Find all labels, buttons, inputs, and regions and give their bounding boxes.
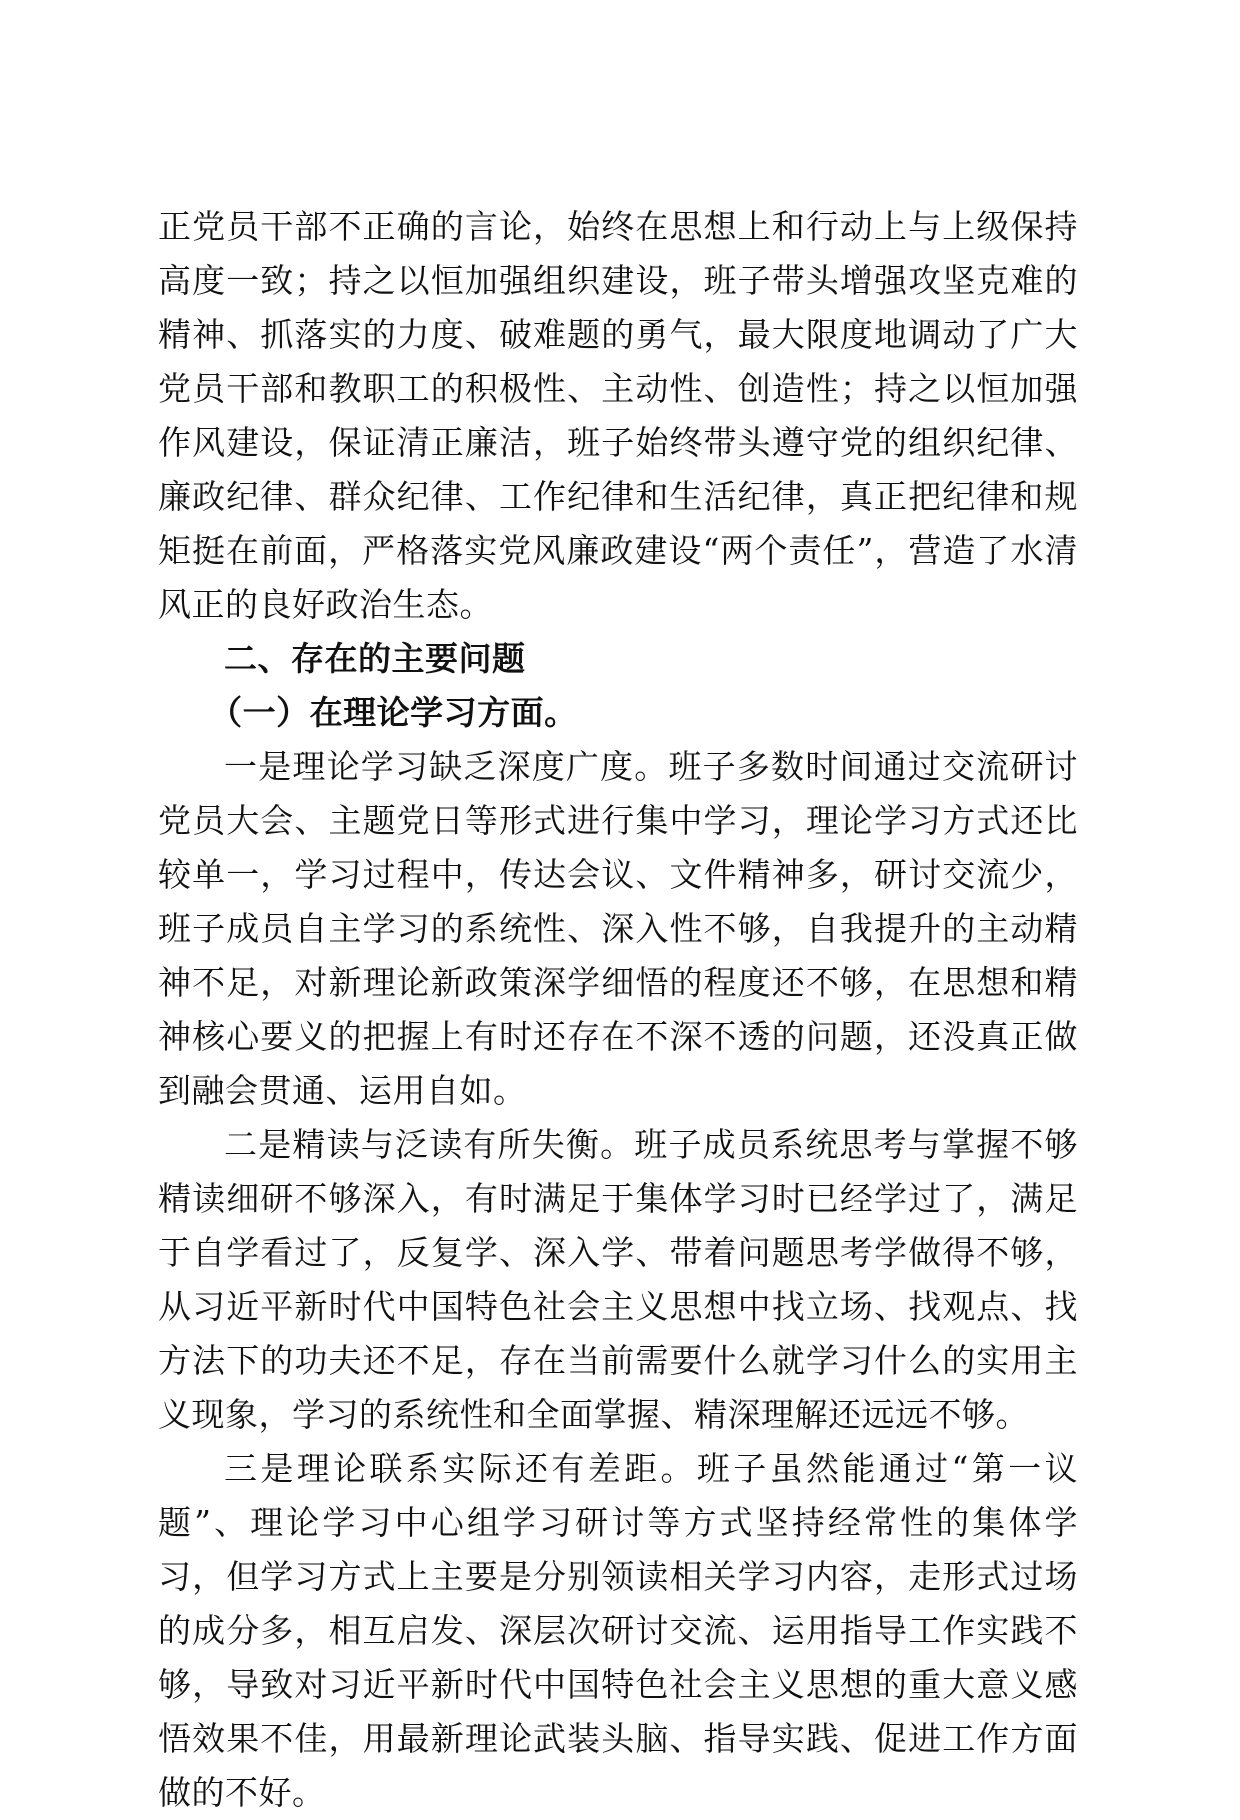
- paragraph-continued: 正党员干部不正确的言论，始终在思想上和行动上与上级保持高度一致；持之以恒加强组织建设，班子带头增强攻坚克难的精神、抓落实的力度、破难题的勇气，最大限度地调动了广大党员干部和教职工的积极性、主动性、创造性；持之以恒加强作风建设，保证清正廉洁，班子始终带头遵守党的组织纪律、廉政纪律、群众纪律、工作纪律和生活纪律，真正把纪律和规矩挺在前面，严格落实党风廉政建设“两个责任”，营造了水清风正的良好政治生态。: [158, 207, 1078, 624]
- section-heading: 二、存在的主要问题: [224, 639, 526, 678]
- document-body: [158, 200, 1078, 1820]
- paragraph-item-three: 三是理论联系实际还有差距。班子虽然能通过“第一议题”、理论学习中心组学习研讨等方式坚持经常性的集体学习，但学习方式上主要是分别领读相关学习内容，走形式过场的成分多，相互启发、深层次研讨交流、运用指导工作实践不够，导致对习近平新时代中国特色社会主义思想的重大意义感悟效果不佳，用最新理论武装头脑、指导实践、促进工作方面做的不好。: [158, 1449, 1078, 1812]
- paragraph-item-two: 二是精读与泛读有所失衡。班子成员系统思考与掌握不够精读细研不够深入，有时满足于集体学习时已经学过了，满足于自学看过了，反复学、深入学、带着问题思考学做得不够，从习近平新时代中国特色社会主义思想中找立场、找观点、找方法下的功夫还不足，存在当前需要什么就学习什么的实用主义现象，学习的系统性和全面掌握、精深理解还远远不够。: [158, 1125, 1078, 1434]
- paragraph-item-one: 一是理论学习缺乏深度广度。班子多数时间通过交流研讨党员大会、主题党日等形式进行集中学习，理论学习方式还比较单一，学习过程中，传达会议、文件精神多，研讨交流少，班子成员自主学习的系统性、深入性不够，自我提升的主动精神不足，对新理论新政策深学细悟的程度还不够，在思想和精神核心要义的把握上有时还存在不深不透的问题，还没真正做到融会贯通、运用自如。: [158, 747, 1078, 1110]
- subsection-heading: （一）在理论学习方面。: [209, 693, 578, 732]
